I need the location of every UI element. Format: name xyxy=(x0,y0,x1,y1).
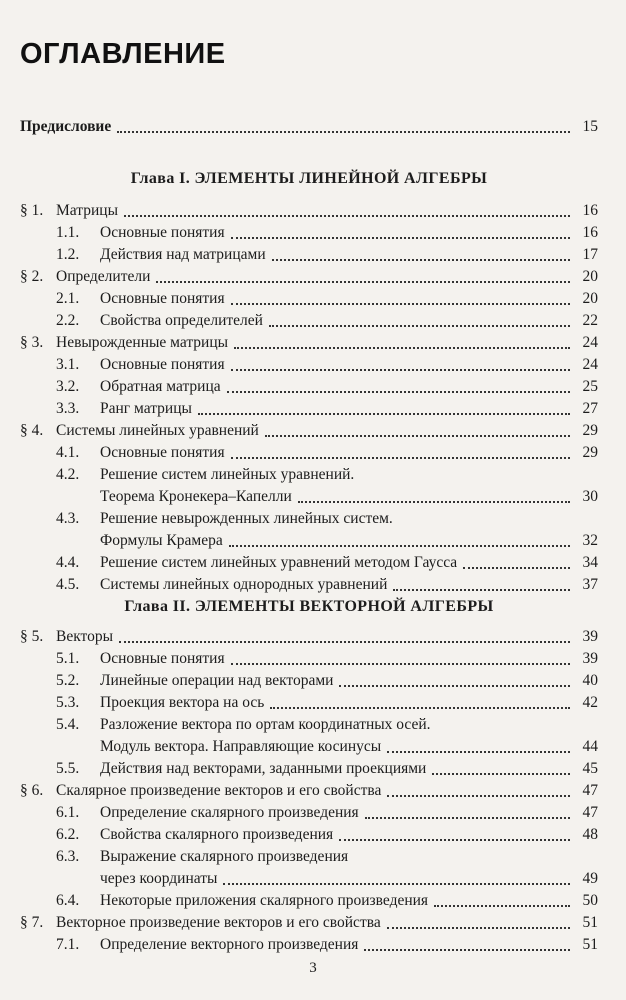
entry-page: 27 xyxy=(582,400,598,417)
entry-page: 51 xyxy=(582,936,598,953)
toc-section xyxy=(20,332,598,354)
entry-text: Системы линейных уравнений xyxy=(56,422,259,439)
toc-section xyxy=(20,420,598,442)
entry-text: Проекция вектора на ось xyxy=(100,694,265,711)
dot-leader xyxy=(365,817,570,819)
dot-leader xyxy=(269,325,570,327)
toc-section xyxy=(20,912,598,934)
entry-page: 47 xyxy=(582,782,598,799)
entry-text: Решение невырожденных линейных систем. xyxy=(100,510,393,527)
entry-number: 5.4. xyxy=(56,716,80,733)
entry-number: 6.3. xyxy=(56,848,80,865)
toc-section xyxy=(20,200,598,222)
entry-text: Основные понятия xyxy=(100,290,225,307)
dot-leader xyxy=(229,545,570,547)
entry-page: 24 xyxy=(582,356,598,373)
entry-text: Формулы Крамера xyxy=(100,532,223,549)
entry-number: 1.1. xyxy=(56,224,80,241)
entry-page: 39 xyxy=(582,650,598,667)
dot-leader xyxy=(387,751,570,753)
entry-page: 37 xyxy=(582,576,598,593)
entry-number: 1.2. xyxy=(56,246,80,263)
entry-page: 16 xyxy=(582,224,598,241)
dot-leader xyxy=(393,589,570,591)
dot-leader xyxy=(156,281,570,283)
entry-page: 20 xyxy=(582,268,598,285)
dot-leader xyxy=(364,949,570,951)
page-title: ОГЛАВЛЕНИЕ xyxy=(20,38,226,70)
toc-continuation xyxy=(20,736,598,758)
entry-number: § 4. xyxy=(20,422,44,439)
dot-leader xyxy=(298,501,570,503)
entry-text: Решение систем линейных уравнений. xyxy=(100,466,355,483)
toc-subsection xyxy=(20,648,598,670)
entry-page: 51 xyxy=(582,914,598,931)
entry-text: Решение систем линейных уравнений методом Гаусса xyxy=(100,554,458,571)
entry-text: Некоторые приложения скалярного произведения xyxy=(100,892,429,909)
toc-subsection xyxy=(20,552,598,574)
entry-page: 22 xyxy=(582,312,598,329)
entry-page: 34 xyxy=(582,554,598,571)
entry-page: 45 xyxy=(582,760,598,777)
entry-text: Линейные операции над векторами xyxy=(100,672,334,689)
dot-leader xyxy=(265,435,570,437)
entry-text: Действия над матрицами xyxy=(100,246,266,263)
toc-subsection xyxy=(20,398,598,420)
toc-continuation xyxy=(20,486,598,508)
dot-leader xyxy=(387,927,570,929)
entry-text: через координаты xyxy=(100,870,218,887)
entry-page: 39 xyxy=(582,628,598,645)
entry-page: 29 xyxy=(582,422,598,439)
toc-section xyxy=(20,780,598,802)
dot-leader xyxy=(339,685,570,687)
dot-leader xyxy=(119,641,570,643)
entry-page: 42 xyxy=(582,694,598,711)
dot-leader xyxy=(272,259,570,261)
entry-number: 5.5. xyxy=(56,760,80,777)
dot-leader xyxy=(339,839,570,841)
entry-number: 3.3. xyxy=(56,400,80,417)
entry-page: 29 xyxy=(582,444,598,461)
entry-text: Обратная матрица xyxy=(100,378,221,395)
entry-page: 25 xyxy=(582,378,598,395)
dot-leader xyxy=(231,369,570,371)
entry-number: § 6. xyxy=(20,782,44,799)
entry-number: § 2. xyxy=(20,268,44,285)
entry-number: 5.2. xyxy=(56,672,80,689)
entry-number: 3.1. xyxy=(56,356,80,373)
dot-leader xyxy=(234,347,570,349)
toc-subsection xyxy=(20,714,598,736)
dot-leader xyxy=(432,773,570,775)
entry-page: 16 xyxy=(582,202,598,219)
page-number: 3 xyxy=(309,960,317,976)
dot-leader xyxy=(227,391,570,393)
entry-page: 47 xyxy=(582,804,598,821)
toc-subsection xyxy=(20,824,598,846)
entry-page: 48 xyxy=(582,826,598,843)
entry-text: Теорема Кронекера–Капелли xyxy=(100,488,292,505)
toc-subsection xyxy=(20,670,598,692)
entry-text: Разложение вектора по ортам координатных осей. xyxy=(100,716,431,733)
entry-number: 7.1. xyxy=(56,936,80,953)
entry-text: Системы линейных однородных уравнений xyxy=(100,576,388,593)
dot-leader xyxy=(434,905,570,907)
toc-subsection xyxy=(20,310,598,332)
dot-leader xyxy=(387,795,570,797)
toc-continuation xyxy=(20,530,598,552)
entry-page: 32 xyxy=(582,532,598,549)
toc-subsection xyxy=(20,442,598,464)
toc-continuation xyxy=(20,868,598,890)
dot-leader xyxy=(270,707,570,709)
entry-page: 20 xyxy=(582,290,598,307)
toc-subsection xyxy=(20,288,598,310)
dot-leader xyxy=(231,663,570,665)
entry-number: 4.2. xyxy=(56,466,80,483)
entry-page: 50 xyxy=(582,892,598,909)
entry-page: 15 xyxy=(582,118,598,135)
dot-leader xyxy=(198,413,570,415)
toc-subsection xyxy=(20,574,598,596)
entry-text: Невырожденные матрицы xyxy=(56,334,229,351)
entry-number: 6.2. xyxy=(56,826,80,843)
toc-subsection xyxy=(20,846,598,868)
entry-number: 6.1. xyxy=(56,804,80,821)
entry-text: Основные понятия xyxy=(100,444,225,461)
entry-number: § 1. xyxy=(20,202,44,219)
dot-leader xyxy=(124,215,570,217)
toc-section xyxy=(20,626,598,648)
dot-leader xyxy=(231,237,570,239)
entry-text: Скалярное произведение векторов и его свойства xyxy=(56,782,382,799)
dot-leader xyxy=(463,567,570,569)
entry-number: 4.3. xyxy=(56,510,80,527)
entry-text: Определение скалярного произведения xyxy=(100,804,359,821)
entry-number: 2.1. xyxy=(56,290,80,307)
dot-leader xyxy=(231,303,570,305)
entry-text: Векторное произведение векторов и его свойства xyxy=(56,914,381,931)
entry-text: Выражение скалярного произведения xyxy=(100,848,349,865)
entry-page: 49 xyxy=(582,870,598,887)
entry-text: Свойства скалярного произведения xyxy=(100,826,334,843)
entry-number: § 5. xyxy=(20,628,44,645)
entry-page: 24 xyxy=(582,334,598,351)
entry-text: Определение векторного произведения xyxy=(100,936,359,953)
chapter-heading: Глава I. ЭЛЕМЕНТЫ ЛИНЕЙНОЙ АЛГЕБРЫ xyxy=(130,170,488,187)
entry-number: § 7. xyxy=(20,914,44,931)
entry-text: Основные понятия xyxy=(100,650,225,667)
toc-subsection xyxy=(20,890,598,912)
entry-page: 30 xyxy=(582,488,598,505)
entry-number: 5.1. xyxy=(56,650,80,667)
entry-page: 44 xyxy=(582,738,598,755)
entry-text: Определители xyxy=(56,268,151,285)
entry-page: 17 xyxy=(582,246,598,263)
entry-text: Действия над векторами, заданными проекциями xyxy=(100,760,427,777)
entry-text: Основные понятия xyxy=(100,356,225,373)
dot-leader xyxy=(231,457,570,459)
entry-number: 2.2. xyxy=(56,312,80,329)
toc-subsection xyxy=(20,758,598,780)
entry-text: Основные понятия xyxy=(100,224,225,241)
dot-leader xyxy=(117,131,570,133)
chapter-heading: Глава II. ЭЛЕМЕНТЫ ВЕКТОРНОЙ АЛГЕБРЫ xyxy=(124,598,494,615)
entry-number: 4.4. xyxy=(56,554,80,571)
toc-subsection xyxy=(20,464,598,486)
toc-subsection xyxy=(20,692,598,714)
toc-preface xyxy=(20,116,598,138)
entry-text: Свойства определителей xyxy=(100,312,263,329)
entry-number: 4.5. xyxy=(56,576,80,593)
dot-leader xyxy=(223,883,570,885)
toc-subsection xyxy=(20,354,598,376)
entry-number: 4.1. xyxy=(56,444,80,461)
entry-number: 3.2. xyxy=(56,378,80,395)
toc-subsection xyxy=(20,244,598,266)
toc-subsection xyxy=(20,802,598,824)
toc-subsection xyxy=(20,508,598,530)
entry-number: 5.3. xyxy=(56,694,80,711)
entry-text: Предисловие xyxy=(20,118,112,135)
entry-text: Векторы xyxy=(56,628,114,645)
entry-number: § 3. xyxy=(20,334,44,351)
entry-page: 40 xyxy=(582,672,598,689)
entry-text: Модуль вектора. Направляющие косинусы xyxy=(100,738,382,755)
entry-text: Ранг матрицы xyxy=(100,400,192,417)
toc-subsection xyxy=(20,934,598,956)
entry-text: Матрицы xyxy=(56,202,118,219)
toc-subsection xyxy=(20,222,598,244)
entry-number: 6.4. xyxy=(56,892,80,909)
toc-section xyxy=(20,266,598,288)
toc-subsection xyxy=(20,376,598,398)
